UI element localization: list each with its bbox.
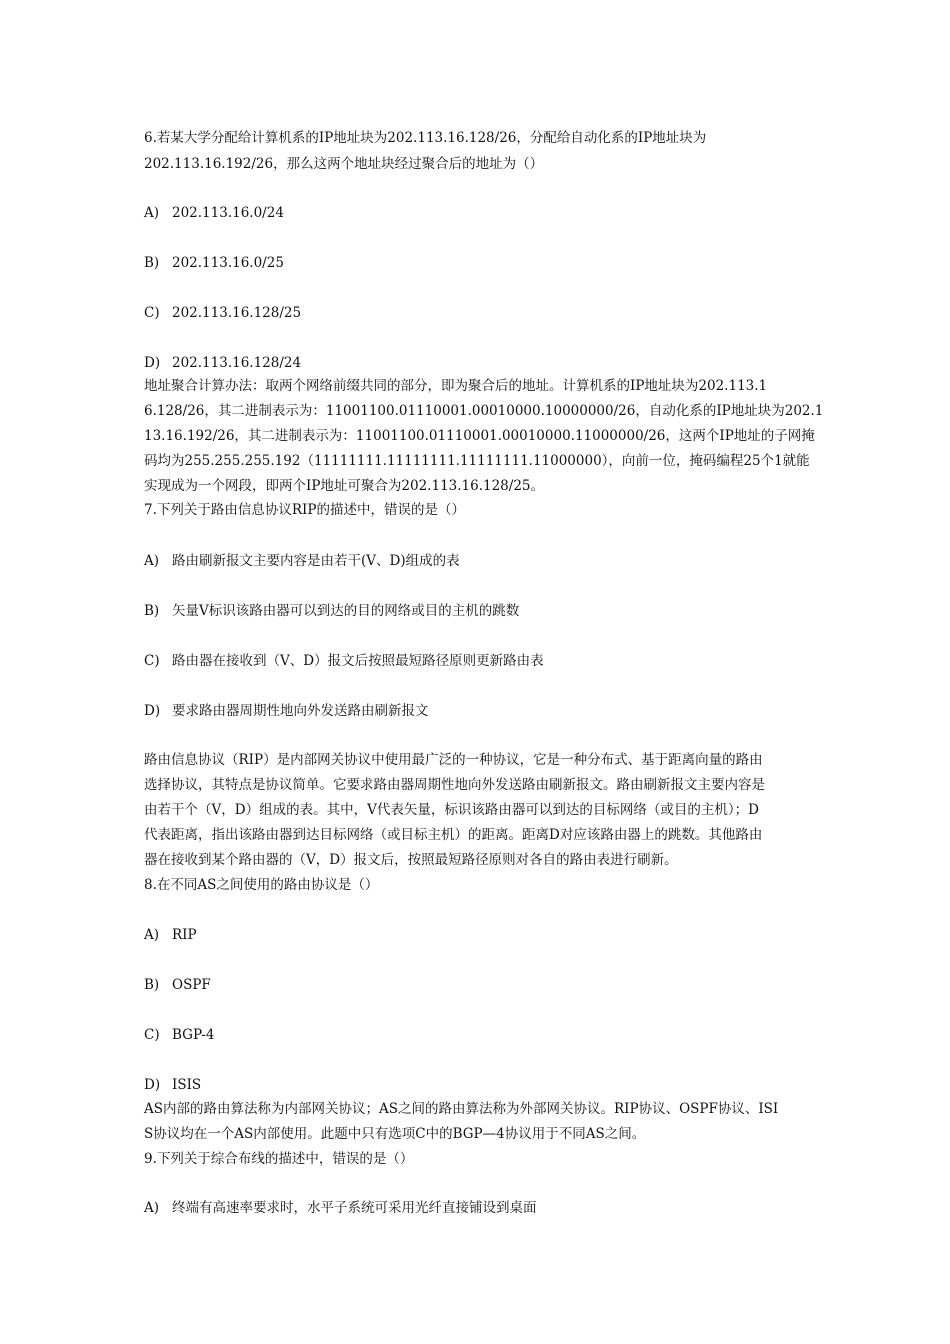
- q9-stem: 9.下列关于综合布线的描述中，错误的是（）: [144, 1151, 414, 1167]
- option-text: 要求路由器周期性地向外发送路由刷新报文: [172, 703, 429, 719]
- q7-option-d: [144, 699, 429, 724]
- option-key: C): [144, 1027, 160, 1043]
- option-key: B): [144, 255, 160, 271]
- option-text: 202.113.16.0/25: [172, 255, 284, 271]
- q8-option-b: [144, 973, 211, 998]
- option-key: A): [144, 205, 160, 221]
- option-key: C): [144, 653, 160, 669]
- option-text: BGP-4: [172, 1027, 215, 1043]
- q6-option-d: [144, 351, 301, 376]
- q6-explanation-line4: 码均为255.255.255.192（11111111.11111111.11111111.11000000），向前一位，掩码编程25个1就能: [144, 453, 810, 469]
- q6-option-c: [144, 301, 301, 326]
- option-key: D): [144, 703, 161, 719]
- q7-explanation-line1: 路由信息协议（RIP）是内部网关协议中使用最广泛的一种协议，它是一种分布式、基于距离向量的路由: [144, 752, 763, 768]
- option-key: A): [144, 1200, 160, 1216]
- q6-stem-line2: 202.113.16.192/26，那么这两个地址块经过聚合后的地址为（）: [144, 156, 544, 172]
- option-key: B): [144, 977, 160, 993]
- option-text: ISIS: [172, 1077, 202, 1093]
- option-key: D): [144, 355, 161, 371]
- q7-explanation-line4: 代表距离，指出该路由器到达目标网络（或目标主机）的距离。距离D对应该路由器上的跳数。其他路由: [144, 827, 763, 843]
- q8-explanation-line2: S协议均在一个AS内部使用。此题中只有选项C中的BGP—4协议用于不同AS之间。: [144, 1126, 646, 1142]
- q8-option-c: [144, 1023, 214, 1048]
- option-key: A): [144, 927, 160, 943]
- q7-option-b: [144, 599, 519, 624]
- q7-explanation-line5: 器在接收到某个路由器的（V，D）报文后，按照最短路径原则对各自的路由表进行刷新。: [144, 852, 678, 868]
- option-text: 路由器在接收到（V、D）报文后按照最短路径原则更新路由表: [172, 653, 544, 669]
- q8-stem: 8.在不同AS之间使用的路由协议是（）: [144, 877, 379, 893]
- option-text: 矢量V标识该路由器可以到达的目的网络或目的主机的跳数: [172, 603, 520, 619]
- q7-explanation-line3: 由若干个（V，D）组成的表。其中，V代表矢量，标识该路由器可以到达的目标网络（或目的主机）；D: [144, 802, 759, 818]
- q6-explanation-line1: 地址聚合计算办法：取两个网络前缀共同的部分，即为聚合后的地址。计算机系的IP地址块为202.113.1: [144, 378, 768, 394]
- q6-option-a: [144, 201, 284, 226]
- q6-stem-line1: 6.若某大学分配给计算机系的IP地址块为202.113.16.128/26，分配给自动化系的IP地址块为: [144, 130, 707, 146]
- option-text: 202.113.16.128/25: [172, 305, 302, 321]
- q8-option-a: [144, 923, 197, 948]
- option-text: OSPF: [172, 977, 211, 993]
- q6-explanation-line2: 6.128/26，其二进制表示为：11001100.01110001.00010000.10000000/26，自动化系的IP地址块为202.1: [144, 403, 824, 419]
- option-text: RIP: [172, 927, 197, 943]
- q8-option-d: [144, 1073, 201, 1098]
- q7-stem: 7.下列关于路由信息协议RIP的描述中，错误的是（）: [144, 502, 465, 518]
- q6-explanation-line3: 13.16.192/26，其二进制表示为：11001100.01110001.00010000.11000000/26，这两个IP地址的子网掩: [144, 428, 815, 444]
- q7-option-c: [144, 649, 544, 674]
- option-text: 路由刷新报文主要内容是由若干(V、D)组成的表: [172, 553, 460, 569]
- q6-explanation-line5: 实现成为一个网段，即两个IP地址可聚合为202.113.16.128/25。: [144, 478, 544, 494]
- option-text: 202.113.16.128/24: [172, 355, 302, 371]
- option-key: B): [144, 603, 160, 619]
- option-key: C): [144, 305, 160, 321]
- q6-option-b: [144, 251, 284, 276]
- option-key: D): [144, 1077, 161, 1093]
- q7-explanation-line2: 选择协议，其特点是协议简单。它要求路由器周期性地向外发送路由刷新报文。路由刷新报文主要内容是: [144, 777, 765, 793]
- option-key: A): [144, 553, 160, 569]
- q9-option-a: [144, 1196, 537, 1221]
- q7-option-a: [144, 549, 460, 574]
- option-text: 终端有高速率要求时，水平子系统可采用光纤直接铺设到桌面: [172, 1200, 537, 1216]
- q8-explanation-line1: AS内部的路由算法称为内部网关协议；AS之间的路由算法称为外部网关协议。RIP协议、OSPF协议、ISI: [144, 1101, 779, 1117]
- option-text: 202.113.16.0/24: [172, 205, 284, 221]
